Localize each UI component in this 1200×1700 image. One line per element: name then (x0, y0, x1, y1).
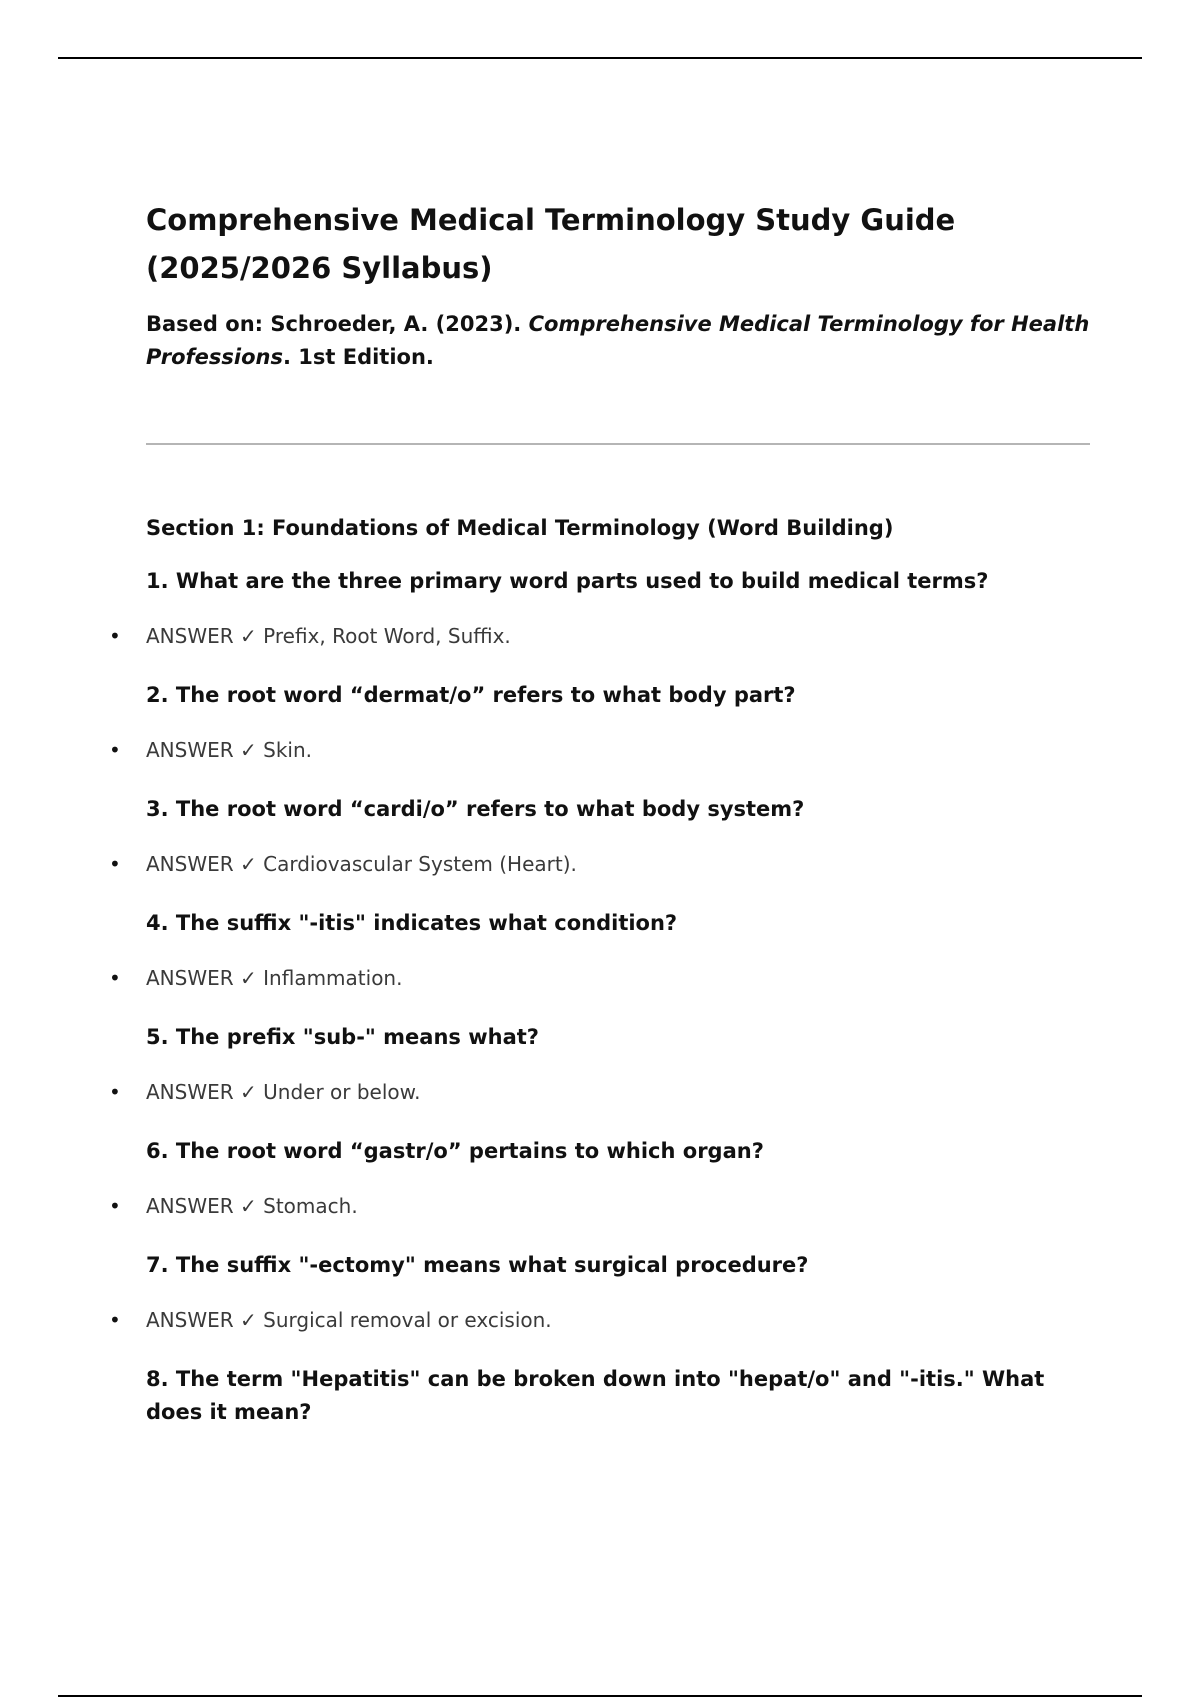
checkmark-icon: ✓ (240, 738, 257, 762)
question-text: 1. What are the three primary word parts used to build medical terms? (146, 569, 989, 593)
source-book-title: Comprehensive Medical Terminology for Health Professions (146, 312, 1090, 369)
answer-text: Prefix, Root Word, Suffix. (263, 624, 511, 648)
answer-label: ANSWER (146, 738, 234, 762)
list-item (109, 793, 1096, 879)
source-prefix: Based on: Schroeder, A. (2023). (146, 312, 529, 336)
page-bottom-rule (58, 1695, 1142, 1697)
bullet-icon: • (109, 738, 121, 762)
page-top-rule (58, 57, 1142, 59)
answer-text: Stomach. (263, 1194, 358, 1218)
checkmark-icon: ✓ (240, 1194, 257, 1218)
answer-line (109, 1191, 1096, 1221)
list-item (109, 1021, 1096, 1107)
answer-text: Under or below. (263, 1080, 421, 1104)
list-item (109, 907, 1096, 993)
answer-line (109, 621, 1096, 651)
bullet-icon: • (109, 966, 121, 990)
question-text: 5. The prefix "sub-" means what? (146, 1025, 539, 1049)
bullet-icon: • (109, 1194, 121, 1218)
answer-label: ANSWER (146, 852, 234, 876)
checkmark-icon: ✓ (240, 852, 257, 876)
question-text: 4. The suffix "-itis" indicates what condition? (146, 911, 678, 935)
section-divider (146, 443, 1090, 445)
question-text: 8. The term "Hepatitis" can be broken down into "hepat/o" and "-itis." What does it mean? (146, 1367, 1045, 1424)
list-item (109, 1249, 1096, 1335)
answer-text: Skin. (263, 738, 313, 762)
question-text: 3. The root word “cardi/o” refers to what body system? (146, 797, 805, 821)
question-text: 2. The root word “dermat/o” refers to what body part? (146, 683, 796, 707)
question-list (109, 565, 1096, 1429)
question-text: 7. The suffix "-ectomy" means what surgical procedure? (146, 1253, 809, 1277)
answer-line (109, 849, 1096, 879)
answer-text: Cardiovascular System (Heart). (263, 852, 577, 876)
answer-label: ANSWER (146, 624, 234, 648)
answer-label: ANSWER (146, 966, 234, 990)
list-item (109, 1135, 1096, 1221)
bullet-icon: • (109, 624, 121, 648)
answer-line (109, 1077, 1096, 1107)
bullet-icon: • (109, 1308, 121, 1332)
checkmark-icon: ✓ (240, 624, 257, 648)
answer-line (109, 963, 1096, 993)
answer-text: Inflammation. (263, 966, 403, 990)
section-heading: Section 1: Foundations of Medical Terminology (Word Building) (146, 516, 894, 540)
answer-line (109, 735, 1096, 765)
answer-label: ANSWER (146, 1080, 234, 1104)
list-item (109, 679, 1096, 765)
answer-label: ANSWER (146, 1308, 234, 1332)
answer-label: ANSWER (146, 1194, 234, 1218)
bullet-icon: • (109, 1080, 121, 1104)
checkmark-icon: ✓ (240, 966, 257, 990)
question-text: 6. The root word “gastr/o” pertains to which organ? (146, 1139, 764, 1163)
checkmark-icon: ✓ (240, 1308, 257, 1332)
document-title: Comprehensive Medical Terminology Study Guide (2025/2026 Syllabus) (146, 203, 956, 285)
bullet-icon: • (109, 852, 121, 876)
answer-text: Surgical removal or excision. (263, 1308, 552, 1332)
checkmark-icon: ✓ (240, 1080, 257, 1104)
source-suffix: . 1st Edition. (282, 345, 434, 369)
document-source (146, 308, 1096, 374)
answer-line (109, 1305, 1096, 1335)
list-item (109, 565, 1096, 651)
list-item (146, 1363, 1096, 1429)
document-body (109, 196, 1096, 1429)
